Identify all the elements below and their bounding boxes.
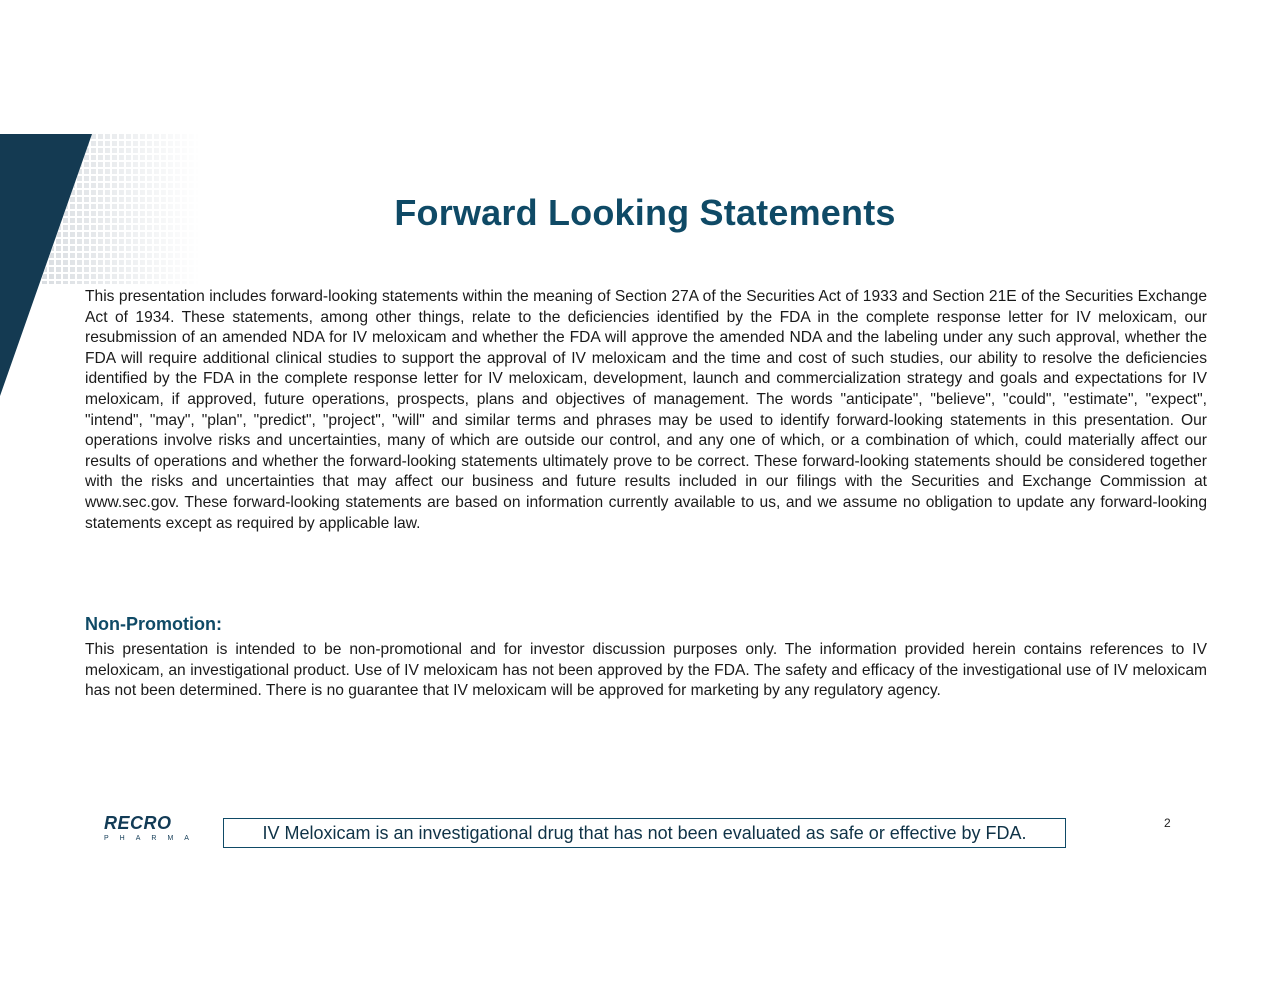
fda-disclaimer-box: IV Meloxicam is an investigational drug that has not been evaluated as safe or effective by FDA. <box>223 818 1066 848</box>
non-promotion-heading: Non-Promotion: <box>85 614 222 634</box>
page-title: Forward Looking Statements <box>394 192 896 234</box>
page-number: 2 <box>1164 816 1171 830</box>
company-logo <box>104 813 200 844</box>
logo-wordmark: RECRO <box>104 813 172 833</box>
forward-looking-paragraph: This presentation includes forward-looking statements within the meaning of Section 27A of the Securities Act of 1933 and Section 21E of the Securities Exchange Act of 1934. These statements, among other things, relate to the deficiencies identified by the FDA in the complete response letter for IV meloxicam, our resubmission of an amended NDA for IV meloxicam and whether the FDA will approve the amended NDA and the labeling under any such approval, whether the FDA will require additional clinical studies to support the approval of IV meloxicam and the time and cost of such studies, our ability to resolve the deficiencies identified by the FDA in the complete response letter for IV meloxicam, development, launch and commercialization strategy and goals and expectations for IV meloxicam, if approved, future operations, prospects, plans and objectives of management. The words "anticipate", "believe", "could", "estimate", "expect", "intend", "may", "plan", "predict", "project", "will" and similar terms and phrases may be used to identify forward-looking statements in this presentation. Our operations involve risks and uncertainties, many of which are outside our control, and any one of which, or a combination of which, could materially affect our results of operations and whether the forward-looking statements ultimately prove to be correct. These forward-looking statements should be considered together with the risks and uncertainties that may affect our business and future results included in our filings with the Securities and Exchange Commission at www.sec.gov. These forward-looking statements are based on information currently available to us, and we assume no obligation to update any forward-looking statements except as required by applicable law. <box>85 288 1207 532</box>
non-promotion-paragraph: This presentation is intended to be non-promotional and for investor discussion purposes only. The information provided herein contains references to IV meloxicam, an investigational product. Use of IV meloxicam has not been approved by the FDA. The safety and efficacy of the investigational use of IV meloxicam has not been determined. There is no guarantee that IV meloxicam will be approved for marketing by any regulatory agency. <box>85 641 1207 700</box>
logo-subtitle: PHARMA <box>104 835 200 842</box>
